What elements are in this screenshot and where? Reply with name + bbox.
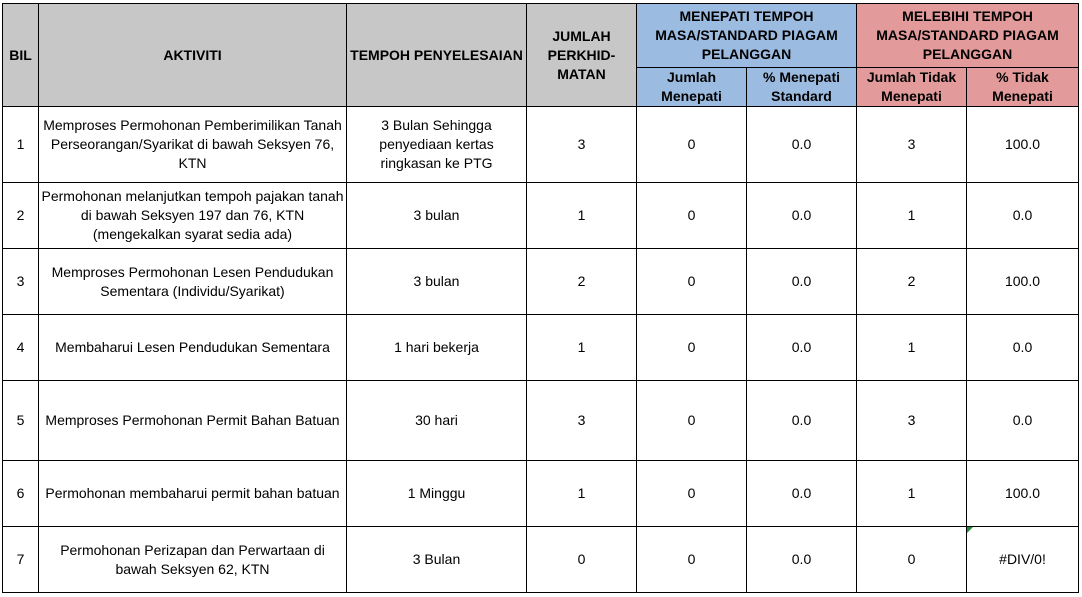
cell-tempoh[interactable]: 1 hari bekerja	[347, 315, 527, 381]
header-tempoh[interactable]: TEMPOH PENYELESAIAN	[347, 4, 527, 107]
cell-pct-menepati[interactable]: 0.0	[747, 315, 857, 381]
service-performance-table	[2, 3, 1079, 593]
cell-jumlah-tidak[interactable]: 0	[857, 527, 967, 593]
cell-tempoh[interactable]: 3 bulan	[347, 249, 527, 315]
table-row	[3, 107, 1079, 183]
cell-bil[interactable]: 3	[3, 249, 39, 315]
cell-jumlah-tidak[interactable]: 2	[857, 249, 967, 315]
cell-jumlah[interactable]: 3	[527, 381, 637, 461]
cell-jumlah-tidak[interactable]: 1	[857, 315, 967, 381]
cell-tempoh[interactable]: 3 Bulan Sehingga penyediaan kertas ringkasan ke PTG	[347, 107, 527, 183]
cell-aktiviti[interactable]: Permohonan melanjutkan tempoh pajakan tanah di bawah Seksyen 197 dan 76, KTN (mengekalkan syarat sedia ada)	[39, 183, 347, 249]
cell-bil[interactable]: 6	[3, 461, 39, 527]
cell-pct-menepati[interactable]: 0.0	[747, 461, 857, 527]
cell-aktiviti[interactable]: Memproses Permohonan Pemberimilikan Tanah Perseorangan/Syarikat di bawah Seksyen 76, KTN	[39, 107, 347, 183]
cell-aktiviti[interactable]: Permohonan membaharui permit bahan batuan	[39, 461, 347, 527]
cell-jumlah-menepati[interactable]: 0	[637, 249, 747, 315]
cell-bil[interactable]: 2	[3, 183, 39, 249]
cell-jumlah-tidak[interactable]: 3	[857, 107, 967, 183]
header-melebihi-group[interactable]: MELEBIHI TEMPOH MASA/STANDARD PIAGAM PELANGGAN	[857, 4, 1079, 68]
cell-pct-tidak-value: #DIV/0!	[999, 551, 1046, 567]
cell-jumlah[interactable]: 3	[527, 107, 637, 183]
cell-jumlah[interactable]: 1	[527, 461, 637, 527]
cell-tempoh[interactable]: 1 Minggu	[347, 461, 527, 527]
header-jumlah-tidak[interactable]: Jumlah Tidak Menepati	[857, 68, 967, 107]
table-row	[3, 249, 1079, 315]
cell-aktiviti[interactable]: Permohonan Perizapan dan Perwartaan di bawah Seksyen 62, KTN	[39, 527, 347, 593]
header-bil[interactable]: BIL	[3, 4, 39, 107]
header-jumlah-menepati[interactable]: Jumlah Menepati	[637, 68, 747, 107]
table-row	[3, 527, 1079, 593]
cell-aktiviti[interactable]: Membaharui Lesen Pendudukan Sementara	[39, 315, 347, 381]
cell-pct-tidak[interactable]: 100.0	[967, 461, 1079, 527]
cell-jumlah-tidak[interactable]: 1	[857, 183, 967, 249]
cell-bil[interactable]: 7	[3, 527, 39, 593]
cell-pct-menepati[interactable]: 0.0	[747, 527, 857, 593]
cell-jumlah-menepati[interactable]: 0	[637, 107, 747, 183]
header-aktiviti[interactable]: AKTIVITI	[39, 4, 347, 107]
header-menepati-group[interactable]: MENEPATI TEMPOH MASA/STANDARD PIAGAM PELANGGAN	[637, 4, 857, 68]
table-row	[3, 183, 1079, 249]
cell-pct-tidak[interactable]: 0.0	[967, 381, 1079, 461]
cell-jumlah[interactable]: 0	[527, 527, 637, 593]
cell-tempoh[interactable]: 3 Bulan	[347, 527, 527, 593]
cell-jumlah[interactable]: 1	[527, 315, 637, 381]
cell-jumlah-tidak[interactable]: 1	[857, 461, 967, 527]
cell-bil[interactable]: 5	[3, 381, 39, 461]
cell-pct-tidak-error[interactable]	[967, 527, 1079, 593]
cell-pct-tidak[interactable]: 0.0	[967, 183, 1079, 249]
cell-jumlah-tidak[interactable]: 3	[857, 381, 967, 461]
cell-tempoh[interactable]: 3 bulan	[347, 183, 527, 249]
cell-pct-menepati[interactable]: 0.0	[747, 107, 857, 183]
header-pct-tidak[interactable]: % Tidak Menepati	[967, 68, 1079, 107]
error-indicator-icon	[967, 527, 973, 533]
table-row	[3, 461, 1079, 527]
cell-jumlah-menepati[interactable]: 0	[637, 381, 747, 461]
cell-pct-tidak[interactable]: 0.0	[967, 315, 1079, 381]
cell-jumlah-menepati[interactable]: 0	[637, 527, 747, 593]
header-pct-menepati[interactable]: % Menepati Standard	[747, 68, 857, 107]
cell-bil[interactable]: 1	[3, 107, 39, 183]
cell-jumlah-menepati[interactable]: 0	[637, 315, 747, 381]
header-jumlah[interactable]: JUMLAH PERKHID-MATAN	[527, 4, 637, 107]
cell-tempoh[interactable]: 30 hari	[347, 381, 527, 461]
cell-jumlah[interactable]: 2	[527, 249, 637, 315]
cell-jumlah-menepati[interactable]: 0	[637, 183, 747, 249]
cell-aktiviti[interactable]: Memproses Permohonan Permit Bahan Batuan	[39, 381, 347, 461]
cell-bil[interactable]: 4	[3, 315, 39, 381]
cell-pct-menepati[interactable]: 0.0	[747, 249, 857, 315]
cell-jumlah-menepati[interactable]: 0	[637, 461, 747, 527]
cell-pct-menepati[interactable]: 0.0	[747, 183, 857, 249]
cell-pct-tidak[interactable]: 100.0	[967, 249, 1079, 315]
cell-jumlah[interactable]: 1	[527, 183, 637, 249]
cell-aktiviti[interactable]: Memproses Permohonan Lesen Pendudukan Sementara (Individu/Syarikat)	[39, 249, 347, 315]
cell-pct-menepati[interactable]: 0.0	[747, 381, 857, 461]
cell-pct-tidak[interactable]: 100.0	[967, 107, 1079, 183]
table-row	[3, 381, 1079, 461]
table-row	[3, 315, 1079, 381]
